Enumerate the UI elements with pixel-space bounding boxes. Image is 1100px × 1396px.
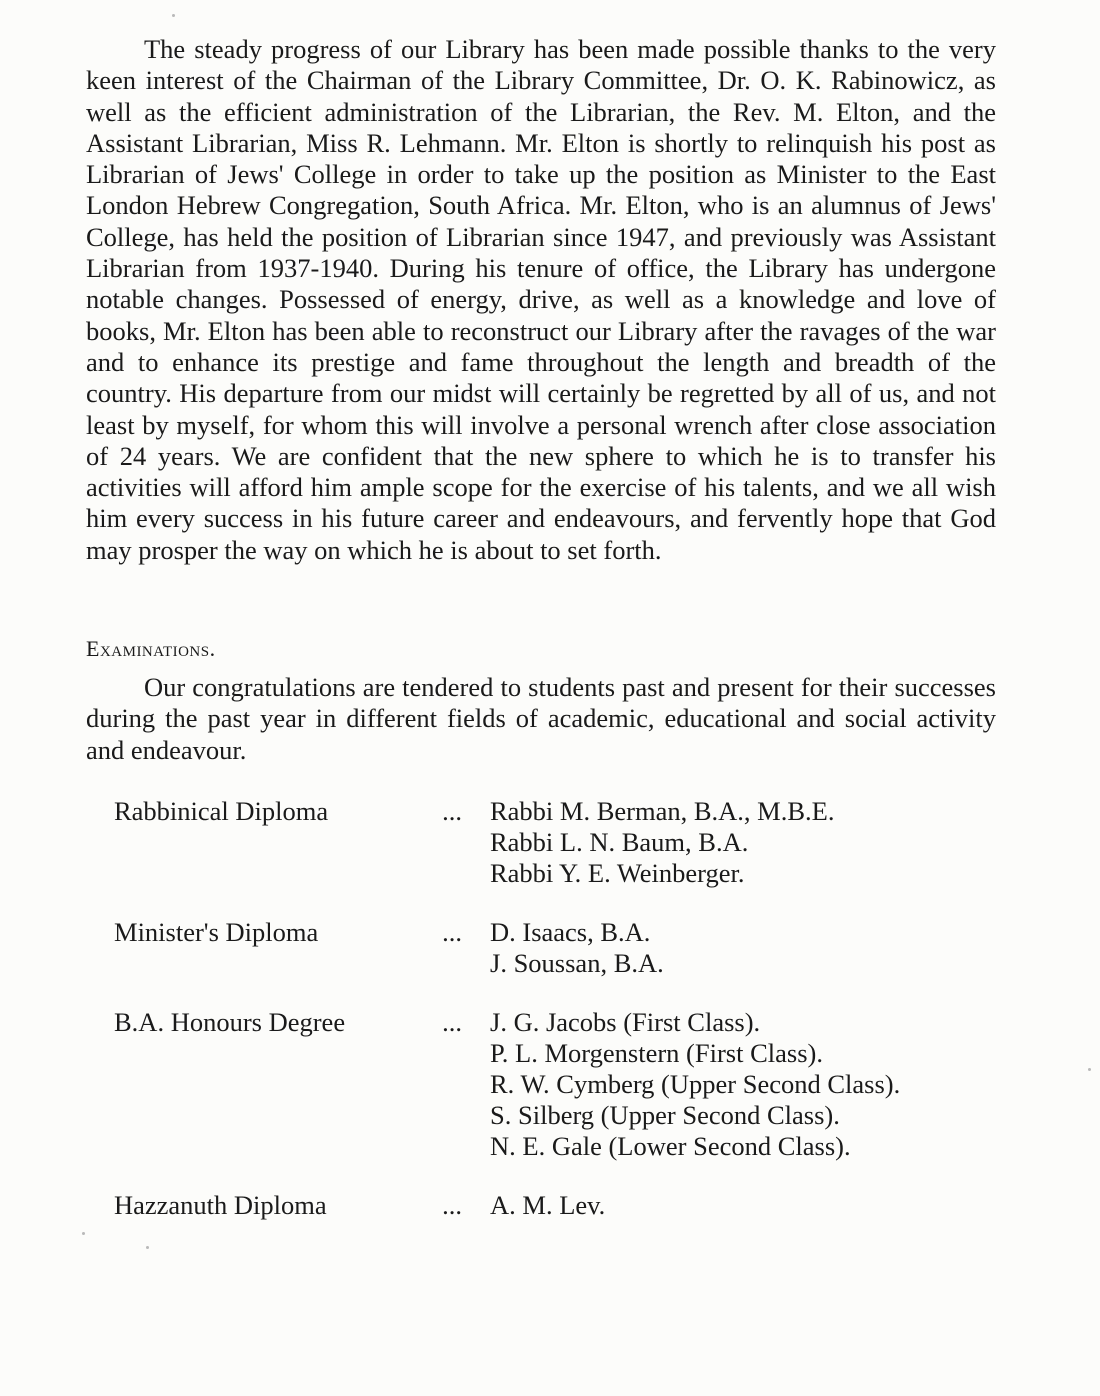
graduate-name: Rabbi Y. E. Weinberger. [490, 857, 745, 888]
result-row-ba-honours [86, 1007, 996, 1162]
graduate-name: Rabbi L. N. Baum, B.A. [490, 826, 749, 857]
result-row-rabbinical [86, 796, 996, 889]
leader-dots: ... [442, 916, 462, 947]
graduate-name: J. G. Jacobs (First Class). [490, 1006, 761, 1037]
leader-dots: ... [442, 1006, 462, 1037]
examinations-intro: Our congratulations are tendered to students past and present for their successes during the past year in different fields of academic, educational and social activity and endeavour. [86, 672, 996, 765]
graduate-name: D. Isaacs, B.A. [490, 916, 651, 947]
result-label: B.A. Honours Degree [114, 1006, 346, 1037]
print-speck [146, 1246, 149, 1249]
graduate-name: J. Soussan, B.A. [490, 947, 664, 978]
graduate-name: R. W. Cymberg (Upper Second Class). [490, 1068, 901, 1099]
document-page [86, 34, 996, 1249]
result-label: Minister's Diploma [114, 916, 319, 947]
graduate-name: A. M. Lev. [490, 1189, 606, 1220]
leader-dots: ... [442, 795, 462, 826]
result-row-hazzanuth [86, 1190, 996, 1221]
graduate-name: Rabbi M. Berman, B.A., M.B.E. [490, 795, 835, 826]
print-speck [82, 1232, 85, 1235]
print-speck [172, 14, 175, 17]
result-names [490, 1007, 996, 1162]
print-speck [1088, 1068, 1091, 1071]
examinations-heading: Examinations. [86, 636, 216, 662]
result-row-minister [86, 917, 996, 979]
result-names [490, 796, 996, 889]
result-label: Rabbinical Diploma [114, 795, 329, 826]
result-names [490, 1190, 996, 1221]
result-names [490, 917, 996, 979]
graduate-name: P. L. Morgenstern (First Class). [490, 1037, 823, 1068]
result-label: Hazzanuth Diploma [114, 1189, 327, 1220]
leader-dots: ... [442, 1189, 462, 1220]
graduate-name: S. Silberg (Upper Second Class). [490, 1099, 840, 1130]
graduate-name: N. E. Gale (Lower Second Class). [490, 1130, 851, 1161]
results-list [86, 796, 996, 1221]
library-paragraph: The steady progress of our Library has been made possible thanks to the very keen interest of the Chairman of the Library Committee, Dr. O. K. Rabinowicz, as well as the efficient administration of the Librarian, the Rev. M. Elton, and the Assistant Librarian, Miss R. Lehmann. Mr. Elton is shortly to relinquish his post as Librarian of Jews' College in order to take up the position as Minister to the East London Hebrew Congregation, South Africa. Mr. Elton, who is an alumnus of Jews' College, has held the position of Librarian since 1947, and previously was Assistant Librarian from 1937-1940. During his tenure of office, the Library has undergone notable changes. Possessed of energy, drive, as well as a knowledge and love of books, Mr. Elton has been able to reconstruct our Library after the ravages of the war and to enhance its prestige and fame throughout the length and breadth of the country. His departure from our midst will certainly be regretted by all of us, and not least by myself, for whom this will involve a personal wrench after close association of 24 years. We are confident that the new sphere to which he is to transfer his activities will afford him ample scope for the exercise of his talents, and we all wish him every success in his future career and endeavours, and fervently hope that God may prosper the way on which he is about to set forth. [86, 34, 996, 565]
